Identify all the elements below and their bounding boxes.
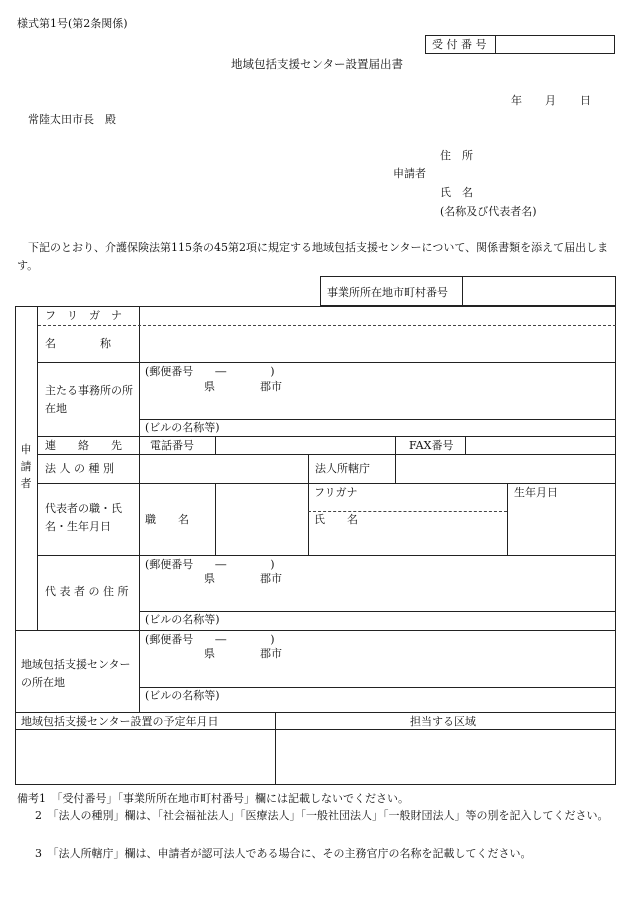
rep-name-label: 氏 名: [314, 513, 358, 526]
rep-address-postal: (郵便番号 ― ): [145, 558, 275, 571]
receipt-number-label: 受 付 番 号: [432, 38, 487, 51]
note-2: 2 「法人の種別」欄は、「社会福祉法人」「医療法人」「一般社団法人」「一般財団法人」等の別を記入してください。: [35, 809, 609, 822]
phone-label: 電話番号: [150, 439, 194, 452]
fax-label: FAX番号: [409, 439, 454, 452]
position-label: 職 名: [145, 513, 189, 526]
main-office-district: 郡市: [260, 380, 282, 393]
applicant-name-note: (名称及び代表者名): [440, 205, 537, 218]
main-office-building: (ビルの名称等): [145, 421, 220, 434]
form-number: 様式第1号(第2条関係): [17, 17, 128, 30]
rep-address-district: 郡市: [260, 572, 282, 585]
office-code-label: 事業所所在地市町村番号: [327, 286, 448, 299]
addressee: 常陸太田市長 殿: [28, 113, 116, 126]
rep-address-building: (ビルの名称等): [145, 613, 220, 626]
main-office-label: 主たる事務所の所在地: [45, 384, 133, 415]
application-table: [15, 306, 616, 785]
date-day: 日: [580, 94, 591, 107]
planned-date-label: 地域包括支援センター設置の予定年月日: [21, 715, 219, 728]
note-3: 3 「法人所轄庁」欄は、申請者が認可法人である場合に、その主務官庁の名称を記載してください。: [35, 847, 532, 860]
main-office-postal: (郵便番号 ― ): [145, 365, 275, 378]
area-label: 担当する区域: [410, 715, 476, 728]
note-1: 備考1 「受付番号」「事業所所在地市町村番号」欄には記載しないでください。: [17, 792, 409, 805]
rep-address-prefecture: 県: [204, 572, 215, 585]
contact-label: 連 絡 先: [45, 439, 122, 452]
center-location-prefecture: 県: [204, 647, 215, 660]
center-location-label: 地域包括支援センターの所在地: [21, 658, 131, 689]
applicant-name-label: 氏 名: [440, 186, 473, 199]
birthdate-label: 生年月日: [514, 486, 558, 499]
center-location-building: (ビルの名称等): [145, 689, 220, 702]
main-office-prefecture: 県: [204, 380, 215, 393]
corp-authority-label: 法人所轄庁: [315, 462, 370, 475]
rep-address-label: 代 表 者 の 住 所: [45, 585, 129, 598]
applicant-label: 申請者: [393, 167, 426, 180]
date-year: 年: [511, 94, 522, 107]
name-label: 名 称: [45, 337, 111, 350]
center-location-district: 郡市: [260, 647, 282, 660]
page-title: 地域包括支援センター設置届出書: [231, 57, 404, 71]
rep-furigana-label: フリガナ: [314, 486, 358, 499]
applicant-side-label: 申 請 者: [20, 443, 32, 490]
body-text: 下記のとおり、介護保険法第115条の45第2項に規定する地域包括支援センターについて、関係書類を添えて届出します。: [17, 241, 609, 272]
applicant-address-label: 住 所: [440, 149, 473, 162]
center-location-postal: (郵便番号 ― ): [145, 633, 275, 646]
rep-label: 代表者の職・氏名・生年月日: [45, 502, 122, 533]
date-month: 月: [545, 94, 556, 107]
corp-type-label: 法 人 の 種 別: [45, 462, 114, 475]
furigana-label: フ リ ガ ナ: [45, 309, 122, 322]
